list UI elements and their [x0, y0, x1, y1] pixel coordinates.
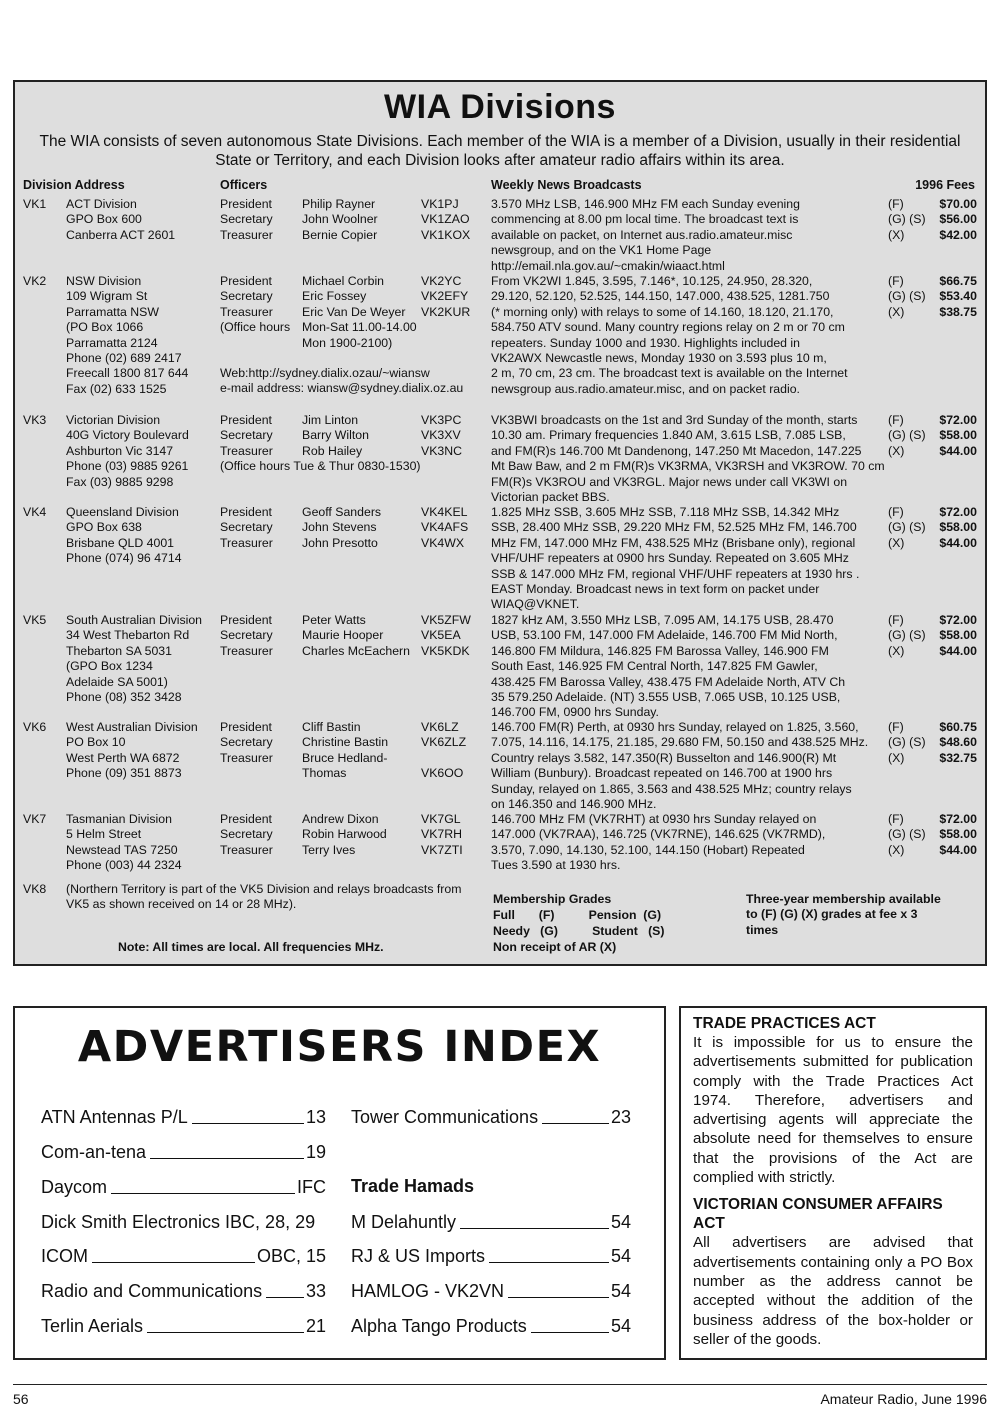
advertiser-page: IBC, 28, 29 — [225, 1212, 316, 1232]
fee-amounts: $72.00 $58.00 $44.00 — [939, 413, 977, 458]
membership-grades-line: Non receipt of AR (X) — [493, 940, 617, 954]
fee-grades: (F) (G) (S) (X) — [888, 812, 926, 857]
header-fees: 1996 Fees — [915, 178, 975, 192]
officer-callsigns: VK2YC VK2EFY VK2KUR — [421, 274, 471, 319]
broadcast-text: 146.700 MHz FM (VK7RHT) at 0930 hrs Sunday relayed on 147.000 (VK7RAA), 146.725 (VK7RNE), 146.625 (VK7RMD), 3.570, 7.090, 14.130, 52.100, 144.150 (Hobart) Repeated Tues 3.590 at 1930 hrs. — [491, 812, 826, 873]
division-address: Queensland Division GPO Box 638 Brisbane QLD 4001 Phone (074) 96 4714 — [66, 505, 182, 566]
advertiser-name: M Delahuntly — [351, 1212, 457, 1232]
advertiser-entry — [351, 1315, 631, 1337]
officer-names: Geoff Sanders John Stevens John Presotto — [302, 505, 382, 550]
division-web-email: Web:http://sydney.dialix.ozau/~wiansw e-mail address: wiansw@sydney.dialix.oz.au — [220, 366, 464, 396]
advertiser-page: 54 — [610, 1246, 631, 1266]
fee-grades: (F) (G) (S) (X) — [888, 613, 926, 658]
officer-roles: President Secretary Treasurer — [220, 720, 273, 765]
advertiser-name: Terlin Aerials — [41, 1316, 144, 1336]
broadcast-text: 1.825 MHz SSB, 3.605 MHz SSB, 7.118 MHz SSB, 14.342 MHz SSB, 28.400 MHz SSB, 29.220 MHz FM, 52.525 MHz FM, 146.700 MHz FM, 147.000 MHz FM, 438.525 MHz (Brisbane only), regional VHF/UHF repeaters at 0900 hrs Sunday. Repeated on 3.605 MHz SSB & 147.000 MHz FM, regional VHF/UHF repeaters at 1930 hrs . EAST Monday. Broadcast news in text form on packet under WIAQ@VKNET. — [491, 505, 860, 612]
division-address: South Australian Division 34 West Thebarton Rd Thebarton SA 5031 (GPO Box 1234 Adelaide SA 5001) Phone (08) 352 3428 — [66, 613, 203, 705]
officer-callsigns: VK1PJ VK1ZAO VK1KOX — [421, 197, 471, 242]
advertiser-entry — [351, 1280, 631, 1302]
advertiser-entry — [41, 1176, 326, 1198]
trade-hamads-heading: Trade Hamads — [351, 1176, 475, 1196]
fee-amounts: $72.00 $58.00 $44.00 — [939, 613, 977, 658]
fee-amounts: $60.75 $48.60 $32.75 — [939, 720, 977, 765]
advertiser-entry — [351, 1211, 631, 1233]
fee-amounts: $72.00 $58.00 $44.00 — [939, 505, 977, 550]
fee-grades: (F) (G) (S) (X) — [888, 720, 926, 765]
legal-notices-panel — [679, 1006, 987, 1360]
division-address: Tasmanian Division 5 Helm Street Newstead TAS 7250 Phone (003) 44 2324 — [66, 812, 182, 873]
membership-grades-title: Membership Grades — [493, 892, 612, 906]
officer-names: Andrew Dixon Robin Harwood Terry Ives — [302, 812, 387, 857]
division-code: VK1 — [23, 197, 47, 211]
advertiser-name: ICOM — [41, 1246, 88, 1266]
advertiser-page: 54 — [610, 1212, 631, 1232]
officer-names: Cliff Bastin Christine Bastin Bruce Hedland- Thomas — [302, 720, 389, 781]
advertiser-entry — [41, 1141, 326, 1163]
officer-roles: President Secretary Treasurer — [220, 505, 273, 550]
advertiser-name: Radio and Communications — [41, 1281, 263, 1301]
wia-title: WIA Divisions — [384, 88, 616, 126]
fee-grades: (F) (G) (S) (X) — [888, 197, 926, 242]
header-officers: Officers — [220, 178, 268, 192]
division-address: West Australian Division PO Box 10 West Perth WA 6872 Phone (09) 351 8873 — [66, 720, 198, 781]
advertiser-name: RJ & US Imports — [351, 1246, 486, 1266]
division-address: Victorian Division 40G Victory Boulevard Ashburton Vic 3147 Phone (03) 9885 9261 Fax (03) 9885 9298 — [66, 413, 189, 489]
wia-divisions-panel — [13, 80, 987, 966]
advertiser-name: Daycom — [41, 1177, 108, 1197]
division-code: VK8 — [23, 882, 47, 896]
officer-roles: President Secretary Treasurer — [220, 812, 273, 857]
advertiser-page: 54 — [610, 1281, 631, 1301]
division-code: VK6 — [23, 720, 47, 734]
officer-names: Philip Rayner John Woolner Bernie Copier — [302, 197, 378, 242]
officer-roles: President Secretary Treasurer (Office hours — [220, 274, 291, 335]
division-code: VK3 — [23, 413, 47, 427]
fee-grades: (F) (G) (S) (X) — [888, 274, 926, 319]
advertiser-entry — [41, 1245, 326, 1267]
broadcast-text: 146.700 FM(R) Perth, at 0930 hrs Sunday, relayed on 1.825, 3.560, 7.075, 14.116, 14.175, 21.185, 29.680 FM, 50.150 and 438.525 MHz. Country relays 3.582, 147.350(R) Busselton and 146.900(R) Mt William (Bunbury). Broadcast repeated on 146.700 at 1900 hrs Sunday, relayed on 1.865, 3.563 and 438.525 MHz; country relays on 146.350 and 146.900 MHz. — [491, 720, 869, 812]
advertiser-page: 21 — [305, 1316, 326, 1336]
advertiser-entry — [351, 1245, 631, 1267]
advertiser-entry — [41, 1211, 326, 1233]
vk8-note: (Northern Territory is part of the VK5 Division and relays broadcasts from VK5 as shown received on 14 or 28 MHz). — [66, 882, 462, 912]
fee-amounts: $70.00 $56.00 $42.00 — [939, 197, 977, 242]
officer-names: Peter Watts Maurie Hooper Charles McEachern — [302, 613, 410, 658]
officer-roles: President Secretary Treasurer (Office hours Tue & Thur 0830-1530) — [220, 413, 421, 474]
advertiser-page: 13 — [305, 1107, 326, 1127]
broadcast-text: 3.570 MHz LSB, 146.900 MHz FM each Sunday evening commencing at 8.00 pm local time. The broadcast text is available on packet, on Internet aus.radio.amateur.misc newsgroup, and on the VK1 Home Page http://email.nla.gov.au/~cmakin/wiaact.html — [491, 197, 800, 273]
header-weekly-news: Weekly News Broadcasts — [491, 178, 642, 192]
victorian-consumer-affairs-heading: VICTORIAN CONSUMER AFFAIRS ACT — [693, 1196, 943, 1233]
officer-names: Michael Corbin Eric Fossey Eric Van De Weyer Mon-Sat 11.00-14.00 Mon 1900-2100) — [302, 274, 417, 350]
three-year-membership-note: Three-year membership available to (F) (G) (X) grades at fee x 3 times — [746, 892, 941, 937]
advertisers-index-title: ADVERTISERS INDEX — [77, 1022, 602, 1072]
division-address: NSW Division 109 Wigram St Parramatta NSW (PO Box 1066 Parramatta 2124 Phone (02) 689 2417 Freecall 1800 817 644 Fax (02) 633 1525 — [66, 274, 189, 396]
advertiser-entry — [351, 1106, 631, 1128]
broadcast-text: 1827 kHz AM, 3.550 MHz LSB, 7.095 AM, 14.175 USB, 28.470 USB, 53.100 FM, 147.000 FM Adelaide, 146.700 FM Mid North, 146.800 FM Mildura, 146.825 FM Barossa Valley, 146.900 FM South East, 146.925 FM Central North, 147.825 FM Gawler, 438.425 FM Barossa Valley, 438.475 FM Adelaide North, ATV Ch 35 579.250 Adelaide. (NT) 3.555 USB, 7.065 USB, 10.125 USB, 146.700 FM, 0900 hrs Sunday. — [491, 613, 846, 720]
advertiser-page: OBC, 15 — [256, 1246, 326, 1266]
trade-practices-act-heading: TRADE PRACTICES ACT — [693, 1015, 876, 1032]
officer-callsigns: VK3PC VK3XV VK3NC — [421, 413, 463, 458]
officer-callsigns: VK6LZ VK6ZLZ VK6OO — [421, 720, 467, 781]
fee-grades: (F) (G) (S) (X) — [888, 505, 926, 550]
advertiser-entry — [41, 1315, 326, 1337]
membership-grades-line: Needy (G) Student (S) — [493, 924, 665, 938]
membership-grades-line: Full (F) Pension (G) — [493, 908, 662, 922]
broadcast-text: VK3BWI broadcasts on the 1st and 3rd Sunday of the month, starts 10.30 am. Primary frequencies 1.840 AM, 3.615 LSB, 7.085 LSB, and FM(R)s 146.700 Mt Dandenong, 147.250 Mt Macedon, 147.225 Mt Baw Baw, and 2 m FM(R)s VK3RMA, VK3RSH and VK3ROW. 70 cm FM(R)s VK3ROU and VK3RGL. Major news under call VK3WI on Victorian packet BBS. — [491, 413, 885, 505]
fee-grades: (F) (G) (S) (X) — [888, 413, 926, 458]
division-code: VK4 — [23, 505, 47, 519]
division-code: VK7 — [23, 812, 47, 826]
advertiser-name: Com-an-tena — [41, 1142, 147, 1162]
advertiser-entry — [41, 1280, 326, 1302]
advertiser-entry — [41, 1106, 326, 1128]
officer-roles: President Secretary Treasurer — [220, 613, 273, 658]
advertiser-name: ATN Antennas P/L — [41, 1107, 188, 1127]
victorian-consumer-affairs-text: All advertisers are advised that advertisements containing only a PO Box number as the address cannot be accepted without the addition of the business address of the box-holder or seller of the goods. — [693, 1234, 973, 1348]
advertiser-name: HAMLOG - VK2VN — [351, 1281, 505, 1301]
officer-callsigns: VK7GL VK7RH VK7ZTI — [421, 812, 463, 857]
advertiser-page: 33 — [305, 1281, 326, 1301]
broadcast-text: From VK2WI 1.845, 3.595, 7.146*, 10.125, 24.950, 28.320, 29.120, 52.120, 52.525, 144.150, 147.000, 438.525, 1281.750 (* morning only) with relays to some of 14.160, 18.120, 21.170, 584.750 ATV sound. Many country regions relay on 2 m or 70 cm repeaters. Sunday 1000 and 1930. Highlights included in VK2AWX Newcastle news, Monday 1930 on 3.593 plus 10 m, 2 m, 70 cm, 23 cm. The broadcast text is available on the Internet newsgroup aus.radio.amateur.misc, and on packet radio. — [491, 274, 848, 396]
officer-roles: President Secretary Treasurer — [220, 197, 273, 242]
trade-practices-act-text: It is impossible for us to ensure the advertisements submitted for publication comply with the Trade Practices Act 1974. Therefore, advertisers and advertising agents will appreciate the absolute need for themselves to ensure that the provisions of the Act are complied with strictly. — [693, 1034, 973, 1187]
fee-amounts: $72.00 $58.00 $44.00 — [939, 812, 977, 857]
advertiser-name: Dick Smith Electronics — [41, 1212, 221, 1232]
advertiser-name: Tower Communications — [351, 1107, 539, 1127]
officer-callsigns: VK5ZFW VK5EA VK5KDK — [421, 613, 471, 658]
wia-intro: The WIA consists of seven autonomous State Divisions. Each member of the WIA is a member of a Division, usually in their residential State or Territory, and each Division looks after amateur radio affairs within its area. — [39, 133, 961, 169]
header-division-address: Division Address — [23, 178, 125, 192]
page-number: 56 — [13, 1391, 29, 1407]
fee-amounts: $66.75 $53.40 $38.75 — [939, 274, 977, 319]
advertiser-page: 19 — [305, 1142, 326, 1162]
publication-name: Amateur Radio, June 1996 — [820, 1391, 987, 1407]
officer-callsigns: VK4KEL VK4AFS VK4WX — [421, 505, 469, 550]
advertiser-page: 23 — [610, 1107, 631, 1127]
times-note: Note: All times are local. All frequencies MHz. — [118, 940, 384, 954]
division-code: VK2 — [23, 274, 47, 288]
advertiser-name: Alpha Tango Products — [351, 1316, 527, 1336]
footer-rule — [13, 1384, 987, 1385]
advertisers-index-panel — [13, 1006, 666, 1360]
officer-names: Jim Linton Barry Wilton Rob Hailey — [302, 413, 369, 458]
division-code: VK5 — [23, 613, 47, 627]
division-address: ACT Division GPO Box 600 Canberra ACT 2601 — [66, 197, 176, 242]
advertiser-page: IFC — [297, 1177, 326, 1197]
advertiser-page: 54 — [610, 1316, 631, 1336]
